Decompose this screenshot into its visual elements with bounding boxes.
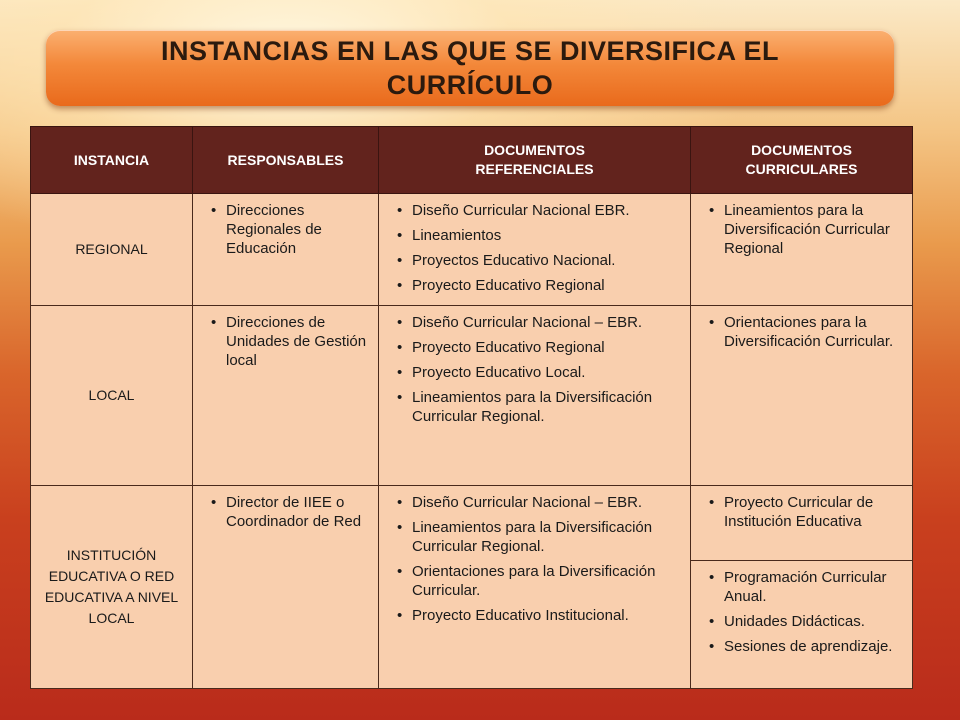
list-item: • Proyecto Educativo Regional <box>412 338 679 357</box>
cell-instancia: INSTITUCIÓN EDUCATIVA O RED EDUCATIVA A NIVEL LOCAL <box>31 486 193 689</box>
header-documentos-referenciales: DOCUMENTOS REFERENCIALES <box>379 127 691 194</box>
cell-curriculares <box>691 194 913 306</box>
table-row-regional <box>31 194 913 306</box>
cell-curriculares <box>691 306 913 486</box>
diversification-table <box>30 126 913 689</box>
list-item: • Diseño Curricular Nacional EBR. <box>412 201 679 220</box>
list-item: • Proyecto Educativo Institucional. <box>412 606 679 625</box>
cell-curriculares <box>691 486 913 561</box>
header-documentos-curriculares: DOCUMENTOS CURRICULARES <box>691 127 913 194</box>
slide-title: INSTANCIAS EN LAS QUE SE DIVERSIFICA EL CURRÍCULO <box>160 36 780 100</box>
cell-referenciales <box>379 306 691 486</box>
list-item: • Proyecto Educativo Regional <box>412 276 679 295</box>
cell-referenciales <box>379 194 691 306</box>
list-item: • Director de IIEE o Coordinador de Red <box>226 493 367 531</box>
list-item: • Orientaciones para la Diversificación Curricular. <box>412 562 679 600</box>
list-item: • Lineamientos para la Diversificación Curricular Regional <box>724 201 901 258</box>
cell-instancia: LOCAL <box>31 306 193 486</box>
header-row <box>31 127 913 194</box>
list-item: • Unidades Didácticas. <box>724 612 901 631</box>
list-item: • Direcciones Regionales de Educación <box>226 201 367 258</box>
table-row-local <box>31 306 913 486</box>
list-item: • Orientaciones para la Diversificación Curricular. <box>724 313 901 351</box>
cell-referenciales <box>379 486 691 689</box>
cell-responsables <box>193 194 379 306</box>
cell-instancia: REGIONAL <box>31 194 193 306</box>
list-item: • Lineamientos para la Diversificación Curricular Regional. <box>412 388 679 426</box>
list-item: • Diseño Curricular Nacional – EBR. <box>412 313 679 332</box>
list-item: • Proyectos Educativo Nacional. <box>412 251 679 270</box>
cell-curriculares <box>691 561 913 689</box>
list-item: • Sesiones de aprendizaje. <box>724 637 901 656</box>
list-item: • Lineamientos para la Diversificación Curricular Regional. <box>412 518 679 556</box>
list-item: • Diseño Curricular Nacional – EBR. <box>412 493 679 512</box>
title-banner <box>46 30 894 106</box>
list-item: • Programación Curricular Anual. <box>724 568 901 606</box>
table-row-institucion <box>31 486 913 561</box>
header-responsables: RESPONSABLES <box>193 127 379 194</box>
list-item: • Lineamientos <box>412 226 679 245</box>
list-item: • Direcciones de Unidades de Gestión local <box>226 313 367 370</box>
list-item: • Proyecto Curricular de Institución Educativa <box>724 493 901 531</box>
header-instancia: INSTANCIA <box>31 127 193 194</box>
list-item: • Proyecto Educativo Local. <box>412 363 679 382</box>
cell-responsables <box>193 486 379 689</box>
cell-responsables <box>193 306 379 486</box>
